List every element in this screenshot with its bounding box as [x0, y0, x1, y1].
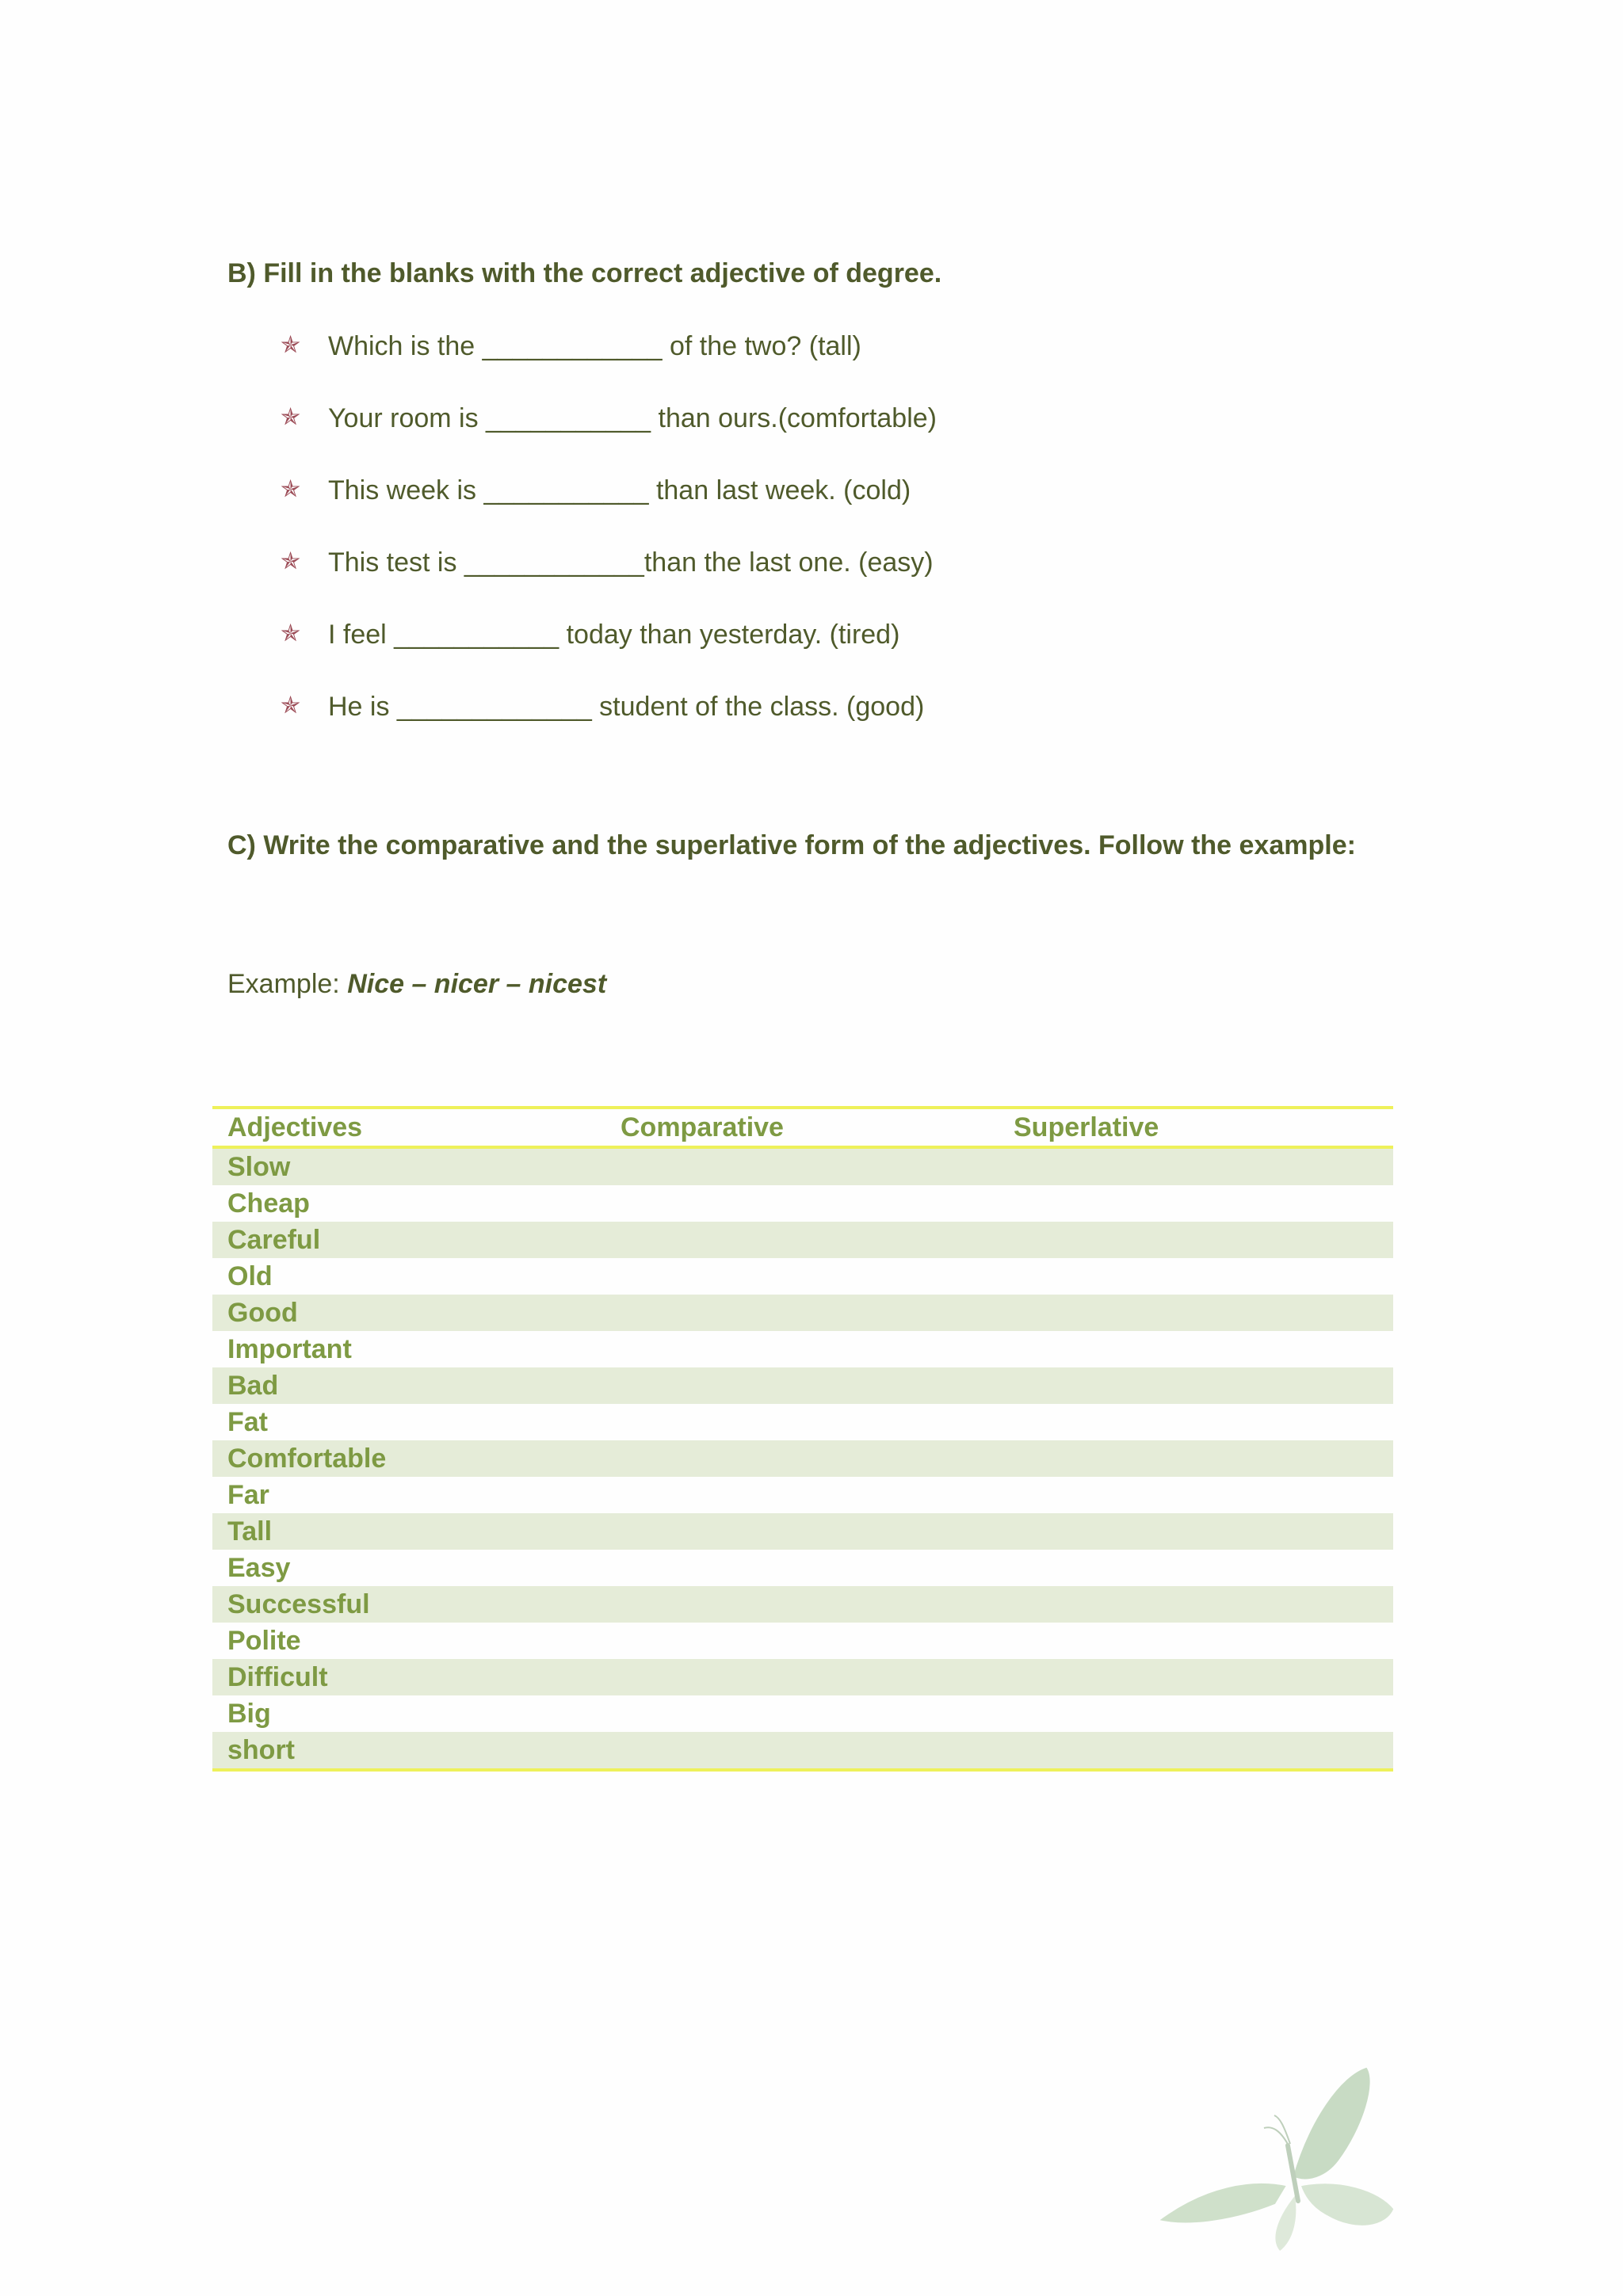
table-row	[212, 1659, 1393, 1695]
superlative-cell[interactable]	[999, 1732, 1393, 1770]
comparative-cell[interactable]	[605, 1331, 999, 1367]
example-words: Nice – nicer – nicest	[347, 969, 607, 999]
superlative-cell[interactable]	[999, 1440, 1393, 1477]
table-row	[212, 1258, 1393, 1295]
list-item	[279, 692, 937, 764]
superlative-cell[interactable]	[999, 1513, 1393, 1550]
list-item	[279, 547, 937, 620]
adjectives-table	[212, 1106, 1393, 1772]
section-c-title: C) Write the comparative and the superlative form of the adjectives. Follow the example:	[227, 830, 1356, 860]
table-row	[212, 1732, 1393, 1770]
comparative-cell[interactable]	[605, 1440, 999, 1477]
superlative-cell[interactable]	[999, 1185, 1393, 1222]
header-comparative: Comparative	[605, 1108, 999, 1147]
example-line	[227, 969, 606, 1000]
butterfly-icon	[1141, 2058, 1403, 2256]
list-item	[279, 331, 937, 403]
star-icon: ✯	[281, 404, 301, 430]
section-b-title: B) Fill in the blanks with the correct adjective of degree.	[227, 258, 942, 288]
comparative-cell[interactable]	[605, 1367, 999, 1404]
list-item-text: Your room is ___________ than ours.(comfortable)	[328, 403, 937, 433]
list-item-text: This week is ___________ than last week. (cold)	[328, 475, 911, 505]
table-header-row	[212, 1108, 1393, 1147]
adjective-cell: Careful	[212, 1222, 605, 1258]
superlative-cell[interactable]	[999, 1659, 1393, 1695]
comparative-cell[interactable]	[605, 1295, 999, 1331]
comparative-cell[interactable]	[605, 1659, 999, 1695]
comparative-cell[interactable]	[605, 1586, 999, 1623]
table-row	[212, 1404, 1393, 1440]
adjective-cell: Difficult	[212, 1659, 605, 1695]
superlative-cell[interactable]	[999, 1331, 1393, 1367]
adjective-cell: Cheap	[212, 1185, 605, 1222]
adjective-cell: Comfortable	[212, 1440, 605, 1477]
comparative-cell[interactable]	[605, 1185, 999, 1222]
adjective-cell: Old	[212, 1258, 605, 1295]
star-icon: ✯	[281, 548, 301, 574]
adjective-cell: Tall	[212, 1513, 605, 1550]
table-row	[212, 1331, 1393, 1367]
list-item-text: Which is the ____________ of the two? (tall)	[328, 331, 861, 361]
adjective-cell: Successful	[212, 1586, 605, 1623]
table-row	[212, 1295, 1393, 1331]
table-row	[212, 1147, 1393, 1185]
fill-in-list	[279, 331, 937, 764]
comparative-cell[interactable]	[605, 1513, 999, 1550]
adjective-cell: Important	[212, 1331, 605, 1367]
header-adjectives: Adjectives	[212, 1108, 605, 1147]
adjective-cell: Big	[212, 1695, 605, 1732]
comparative-cell[interactable]	[605, 1147, 999, 1185]
header-superlative: Superlative	[999, 1108, 1393, 1147]
comparative-cell[interactable]	[605, 1404, 999, 1440]
table-row	[212, 1695, 1393, 1732]
comparative-cell[interactable]	[605, 1550, 999, 1586]
list-item	[279, 475, 937, 547]
list-item-text: I feel ___________ today than yesterday. (tired)	[328, 620, 900, 650]
comparative-cell[interactable]	[605, 1477, 999, 1513]
list-item-text: This test is ____________than the last one. (easy)	[328, 547, 934, 578]
table-row	[212, 1477, 1393, 1513]
star-icon: ✯	[281, 332, 301, 358]
superlative-cell[interactable]	[999, 1586, 1393, 1623]
adjective-cell: Good	[212, 1295, 605, 1331]
example-label: Example:	[227, 969, 348, 999]
table-row	[212, 1550, 1393, 1586]
superlative-cell[interactable]	[999, 1222, 1393, 1258]
adjective-cell: Bad	[212, 1367, 605, 1404]
comparative-cell[interactable]	[605, 1695, 999, 1732]
adjective-cell: Fat	[212, 1404, 605, 1440]
comparative-cell[interactable]	[605, 1222, 999, 1258]
superlative-cell[interactable]	[999, 1623, 1393, 1659]
superlative-cell[interactable]	[999, 1695, 1393, 1732]
superlative-cell[interactable]	[999, 1258, 1393, 1295]
adjective-cell: Polite	[212, 1623, 605, 1659]
adjective-cell: short	[212, 1732, 605, 1770]
table-row	[212, 1440, 1393, 1477]
superlative-cell[interactable]	[999, 1550, 1393, 1586]
table-row	[212, 1623, 1393, 1659]
adjective-cell: Easy	[212, 1550, 605, 1586]
table-row	[212, 1513, 1393, 1550]
adjective-cell: Far	[212, 1477, 605, 1513]
superlative-cell[interactable]	[999, 1404, 1393, 1440]
superlative-cell[interactable]	[999, 1147, 1393, 1185]
star-icon: ✯	[281, 620, 301, 646]
list-item-text: He is _____________ student of the class. (good)	[328, 692, 925, 722]
table-row	[212, 1367, 1393, 1404]
superlative-cell[interactable]	[999, 1477, 1393, 1513]
superlative-cell[interactable]	[999, 1295, 1393, 1331]
table-row	[212, 1222, 1393, 1258]
star-icon: ✯	[281, 692, 301, 719]
comparative-cell[interactable]	[605, 1258, 999, 1295]
table-row	[212, 1185, 1393, 1222]
list-item	[279, 620, 937, 692]
adjective-cell: Slow	[212, 1147, 605, 1185]
comparative-cell[interactable]	[605, 1623, 999, 1659]
superlative-cell[interactable]	[999, 1367, 1393, 1404]
table-row	[212, 1586, 1393, 1623]
star-icon: ✯	[281, 476, 301, 502]
list-item	[279, 403, 937, 475]
comparative-cell[interactable]	[605, 1732, 999, 1770]
